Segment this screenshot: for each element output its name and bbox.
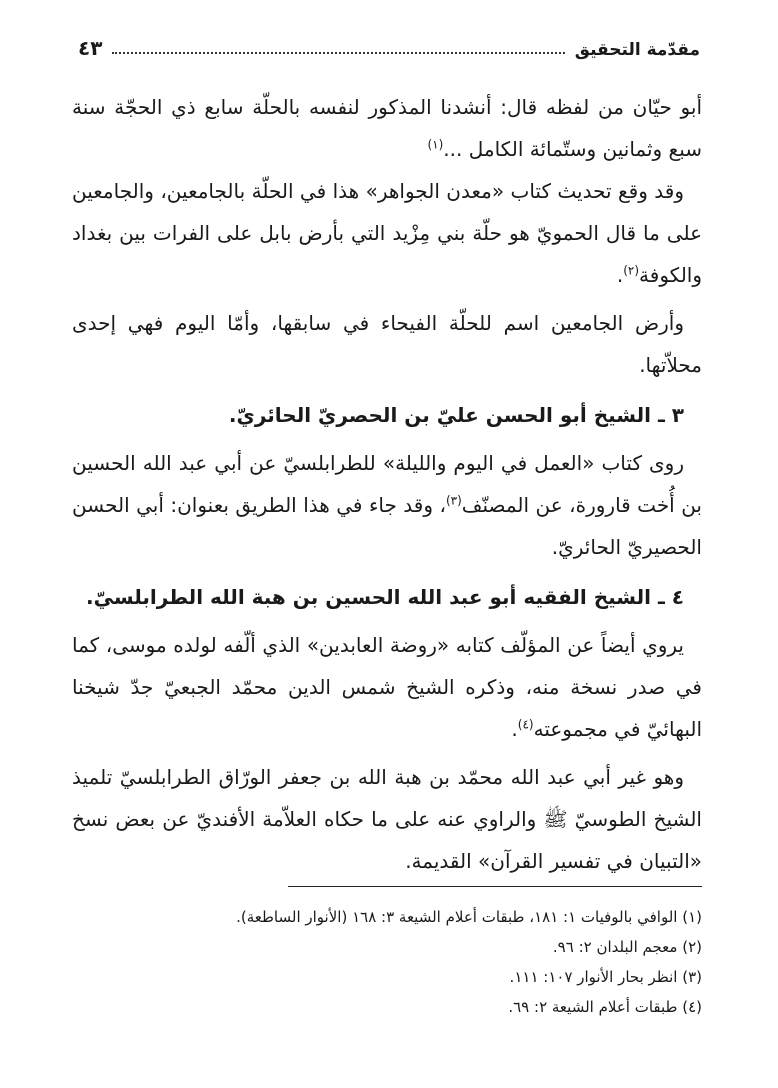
paragraph-4 <box>72 442 702 568</box>
running-header <box>78 24 700 60</box>
paragraph-5-end: . <box>511 717 518 741</box>
paragraph-2-text: وقد وقع تحديث كتاب «معدن الجواهر» هذا في الحلّة بالجامعين، والجامعين على ما قال الحمويّ هو حلّة بني مِزْيد التي بأرض بابل على الفرات بين بغداد والكوفة <box>72 179 702 287</box>
paragraph-4-text-a: روى كتاب «العمل في اليوم والليلة» للطرابلسيّ عن أبي عبد الله الحسين بن أُخت قارورة، عن المصنّف <box>72 451 703 517</box>
footnote-2: (٢) معجم البلدان ٢: ٩٦. <box>552 938 702 956</box>
chapter-title: مقدّمة التحقيق <box>574 40 700 60</box>
header-dot-leader <box>112 51 564 54</box>
footnote-ref-3[interactable]: (٣) <box>445 493 462 508</box>
footnote-4: (٤) طبقات أعلام الشيعة ٢: ٦٩. <box>508 998 702 1016</box>
main-text <box>72 86 702 882</box>
section-heading-3: ٣ ـ الشيخ أبو الحسن عليّ بن الحصريّ الحائريّ. <box>228 403 684 427</box>
paragraph-6: وهو غير أبي عبد الله محمّد بن هبة الله بن جعفر الورّاق الطرابلسيّ تلميذ الشيخ الطوسيّ ﷺ والراوي عنه على ما حكاه العلاّمة الأفنديّ عن بعض نسخ «التبيان في تفسير القرآن» القديمة. <box>72 765 702 873</box>
paragraph-5-text: يروي أيضاً عن المؤلّف كتابه «روضة العابدين» الذي ألّفه لولده موسى، كما في صدر نسخة منه، وذكره الشيخ شمس الدين محمّد الجبعيّ جدّ شيخنا البهائيّ في مجموعته <box>72 633 702 741</box>
footnote-3: (٣) انظر بحار الأنوار ١٠٧: ١١١. <box>509 968 702 986</box>
paragraph-2 <box>72 170 702 296</box>
paragraph-5 <box>72 624 702 750</box>
footnotes <box>78 902 702 1022</box>
paragraph-1 <box>72 86 702 170</box>
footnote-ref-4[interactable]: (٤) <box>517 717 534 732</box>
page-number: ٤٣ <box>78 36 103 60</box>
paragraph-1-text: أبو حيّان من لفظه قال: أنشدنا المذكور لنفسه بالحلّة سابع ذي الحجّة سنة سبع وثمانين وستّمائة الكامل ... <box>72 95 702 161</box>
footnote-ref-1[interactable]: (١) <box>427 137 444 152</box>
paragraph-2-end: . <box>616 263 624 287</box>
footnote-1: (١) الوافي بالوفيات ١: ١٨١، طبقات أعلام الشيعة ٣: ١٦٨ (الأنوار الساطعة). <box>236 908 702 926</box>
footnote-separator <box>288 886 702 887</box>
section-heading-4: ٤ ـ الشيخ الفقيه أبو عبد الله الحسين بن هبة الله الطرابلسيّ. <box>86 585 684 609</box>
paragraph-3: وأرض الجامعين اسم للحلّة الفيحاء في سابقها، وأمّا اليوم فهي إحدى محلاّتها. <box>72 311 702 377</box>
paragraph-4-text-b: ، وقد جاء في هذا الطريق بعنوان: أبي الحسن الحصيريّ الحائريّ. <box>72 493 702 559</box>
footnote-ref-2[interactable]: (٢) <box>623 263 640 278</box>
